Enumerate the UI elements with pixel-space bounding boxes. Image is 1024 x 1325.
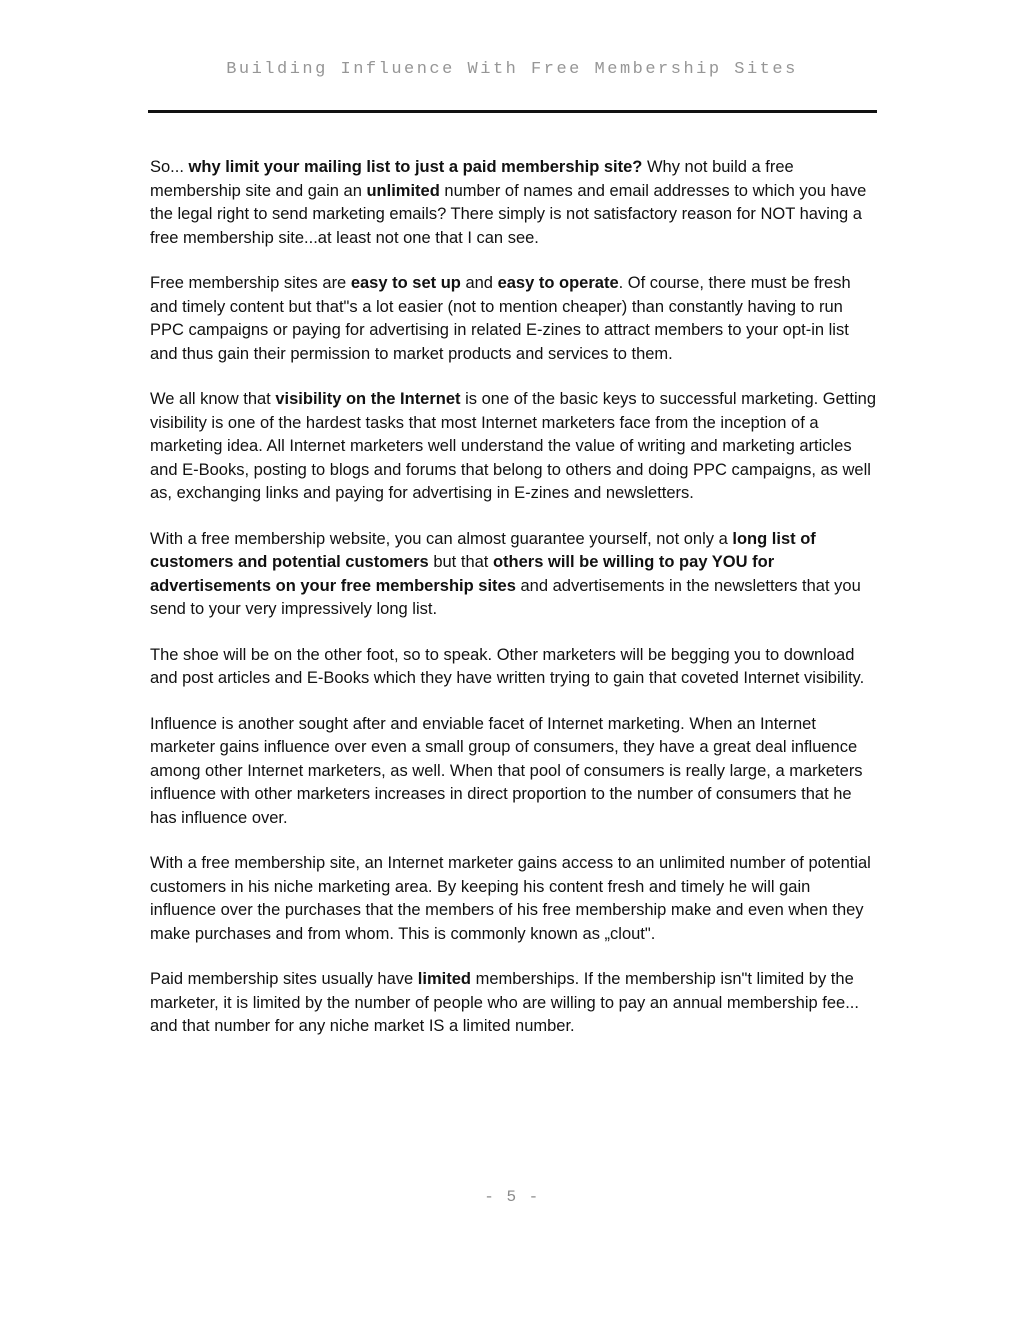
text-run: but that	[428, 553, 493, 571]
text-run: number of names and email addresses to which you have the legal right to send marketing emails? There simply is not satisfactory reason for NOT having a free membership site...at least not one that I can see.	[150, 181, 867, 247]
text-run: memberships. If the membership isn"t limited by the marketer, it is limited by the number of people who are willing to pay an annual membership fee... and that number for any niche market IS a limited number.	[150, 970, 859, 1035]
document-body	[150, 156, 877, 1061]
text-run: and advertisements in the newsletters that you send to your very impressively long list.	[150, 576, 861, 618]
text-run: Free membership sites are	[150, 274, 351, 292]
text-run: Why not build a free membership site and gain an	[150, 158, 794, 200]
text-run: With a free membership site, an Internet marketer gains access to an unlimited number of potential customers in his niche marketing area. By keeping his content fresh and timely he will gain influence over the purchases that the members of his free membership make and even when they make purchases and from whom. This is commonly known as „clout".	[150, 854, 871, 943]
bold-text-run: why limit your mailing list to just a paid membership site?	[188, 158, 643, 176]
bold-text-run: easy to operate	[497, 274, 619, 292]
paragraph	[150, 644, 877, 691]
bold-text-run: others will be willing to pay YOU for advertisements on your free membership sites	[150, 553, 775, 595]
paragraph	[150, 388, 877, 506]
text-run: The shoe will be on the other foot, so to speak. Other marketers will be begging you to download and post articles and E-Books which they have written trying to gain that coveted Internet visibility.	[150, 645, 865, 687]
text-run: and	[460, 274, 498, 292]
text-run: . Of course, there must be fresh and timely content but that"s a lot easier (not to mention cheaper) than constantly having to run PPC campaigns or paying for advertising in related E-zines to attract members to your opt-in list and thus gain their permission to market products and services to them.	[150, 274, 851, 363]
bold-text-run: long list of customers and potential customers	[150, 529, 816, 571]
paragraph	[150, 272, 877, 366]
page-header	[0, 60, 1024, 79]
page-number: - 5 -	[484, 1188, 540, 1206]
bold-text-run: visibility on the Internet	[275, 390, 461, 408]
text-run: Influence is another sought after and enviable facet of Internet marketing. When an Internet marketer gains influence over even a small group of consumers, they have a great deal influence among other Internet marketers, as well. When that pool of consumers is really large, a marketers influence with other marketers increases in direct proportion to the number of consumers that he has influence over.	[150, 714, 863, 827]
text-run: With a free membership website, you can almost guarantee yourself, not only a	[150, 529, 733, 548]
bold-text-run: easy to set up	[350, 274, 461, 292]
text-run: is one of the basic keys to successful marketing. Getting visibility is one of the hardest tasks that most Internet marketers face from the inception of a marketing idea. All Internet marketers well understand the value of writing and marketing articles and E-Books, posting to blogs and forums that belong to others and doing PPC campaigns, as well as, exchanging links and paying for advertising in E-zines and newsletters.	[150, 390, 876, 502]
paragraph	[150, 156, 877, 250]
header-rule	[148, 110, 877, 113]
paragraph	[150, 528, 877, 622]
bold-text-run: unlimited	[366, 181, 440, 200]
bold-text-run: limited	[417, 970, 471, 988]
paragraph	[150, 968, 877, 1039]
text-run: So...	[150, 158, 189, 176]
paragraph	[150, 852, 877, 946]
text-run: Paid membership sites usually have	[150, 970, 418, 988]
document-title: Building Influence With Free Membership Sites	[226, 60, 798, 79]
paragraph	[150, 713, 877, 831]
text-run: We all know that	[150, 390, 276, 408]
page-footer	[0, 1188, 1024, 1206]
